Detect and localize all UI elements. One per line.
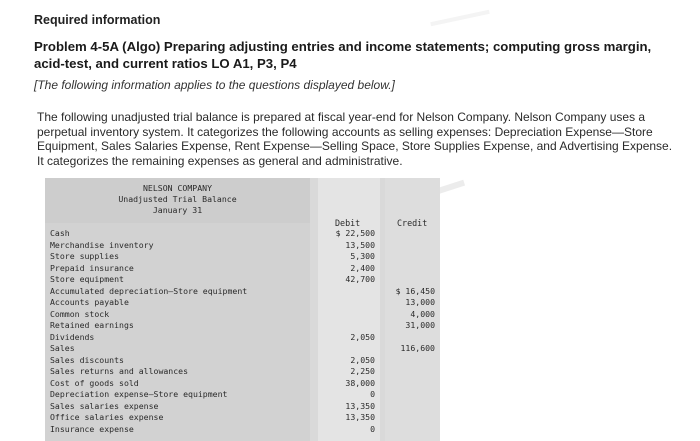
account-name: Sales discounts (50, 354, 124, 365)
debit-amount: 13,350 (345, 400, 375, 411)
account-name: Accumulated depreciation—Store equipment (50, 285, 248, 296)
debit-amount: 13,500 (345, 239, 375, 250)
account-name: Retained earnings (50, 320, 134, 330)
statement-title: Unadjusted Trial Balance (118, 194, 237, 204)
account-name: Cash (50, 228, 70, 238)
table-row (50, 366, 440, 377)
account-name: Sales returns and allowances (50, 366, 189, 376)
account-name: Sales salaries expense (50, 400, 159, 411)
table-row (50, 401, 440, 412)
table-row (50, 378, 440, 389)
table-row (50, 240, 440, 251)
credit-column-header: Credit (397, 218, 428, 228)
debit-amount: 42,700 (345, 274, 375, 284)
debit-amount: 0 (370, 389, 375, 399)
table-row (50, 251, 440, 262)
credit-amount: 4,000 (410, 308, 435, 319)
statement-date: January 31 (152, 205, 203, 215)
problem-title: Problem 4-5A (Algo) Preparing adjusting entries and income statements; computing gross margin, acid-test, and current ratios LO A1, P3, P4 (34, 39, 652, 71)
account-name: Merchandise inventory (50, 239, 154, 250)
debit-amount: $ 22,500 (335, 228, 375, 238)
table-row (50, 320, 440, 331)
account-name: Accounts payable (50, 297, 129, 307)
account-name: Depreciation expense—Store equipment (50, 389, 228, 399)
table-row (50, 343, 440, 354)
debit-amount: 2,050 (350, 331, 375, 342)
table-row (50, 274, 440, 285)
company-name: NELSON COMPANY (142, 183, 212, 193)
account-name: Insurance expense (50, 423, 134, 434)
account-name: Prepaid insurance (50, 262, 134, 273)
debit-column-header: Debit (335, 218, 361, 228)
account-name: Sales (50, 343, 75, 353)
table-row (50, 309, 440, 320)
account-name: Cost of goods sold (50, 377, 139, 388)
table-row (50, 355, 440, 366)
trial-balance-header (45, 178, 310, 223)
credit-amount: 31,000 (405, 320, 435, 330)
instructions-note: [The following information applies to the questions displayed below.] (34, 78, 395, 92)
credit-amount: 13,000 (405, 297, 435, 307)
table-row (50, 389, 440, 400)
table-row (50, 286, 440, 297)
account-name: Dividends (50, 331, 95, 342)
debit-amount: 2,400 (350, 262, 375, 273)
debit-amount: 2,050 (350, 354, 375, 365)
table-row (50, 263, 440, 274)
table-row (50, 228, 440, 239)
credit-amount: 116,600 (400, 343, 435, 353)
account-name: Store equipment (50, 274, 124, 284)
debit-amount: 38,000 (345, 377, 375, 388)
required-information-heading: Required information (34, 13, 161, 27)
table-row (50, 412, 440, 423)
trial-balance-table (45, 178, 440, 441)
account-name: Office salaries expense (50, 412, 164, 422)
table-row (50, 332, 440, 343)
debit-amount: 13,350 (345, 412, 375, 422)
table-row (50, 297, 440, 308)
table-row (50, 424, 440, 435)
photo-glare (430, 10, 490, 26)
debit-amount: 2,250 (350, 366, 375, 376)
credit-amount: $ 16,450 (395, 285, 435, 296)
debit-amount: 0 (370, 423, 375, 434)
debit-amount: 5,300 (350, 251, 375, 261)
account-name: Store supplies (50, 251, 120, 261)
problem-description: The following unadjusted trial balance is prepared at fiscal year-end for Nelson Company. Nelson Company uses a perpetual inventory system. It categorizes the following accounts as selling expenses: Depreciation Expense—Store Equipment, Sales Salaries Expense, Rent Expense—Selling Space, Store Supplies Expense, and Advertising Expense. It categorizes the remaining expenses as general and administrative. (37, 110, 673, 168)
account-name: Common stock (50, 308, 110, 319)
